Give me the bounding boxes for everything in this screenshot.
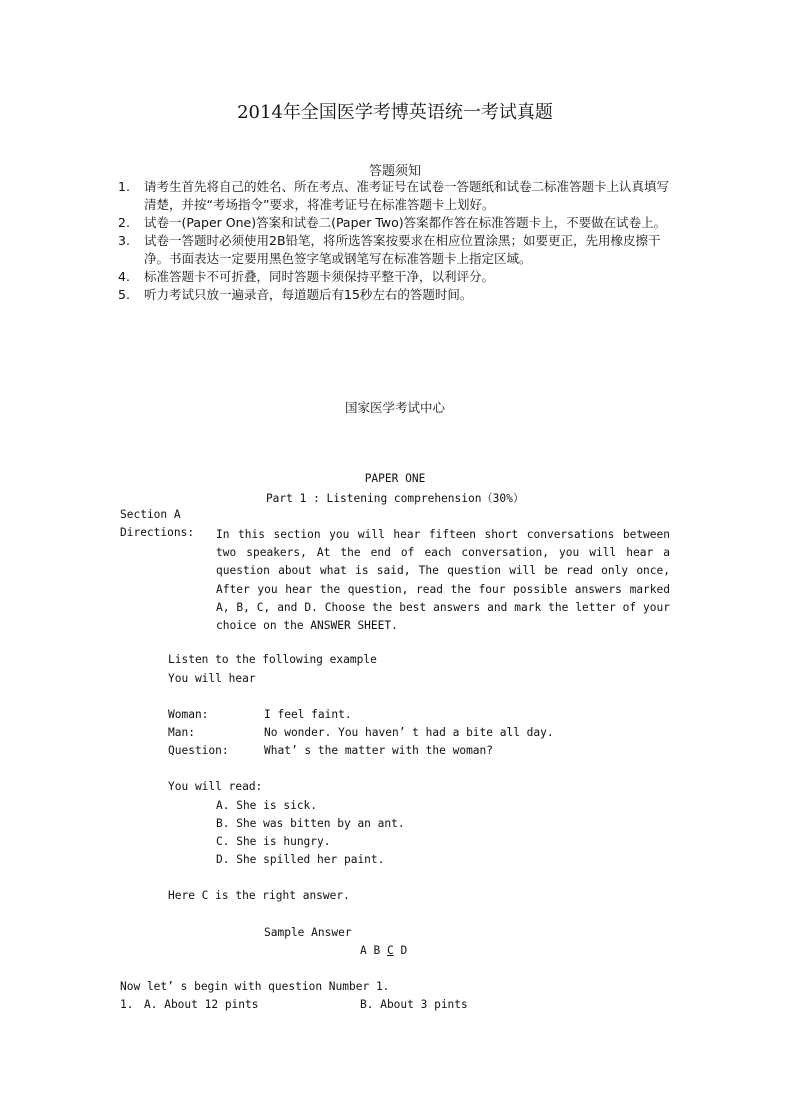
document-title: 2014年全国医学考博英语统一考试真题 bbox=[237, 102, 553, 123]
question-number: 1. bbox=[120, 998, 134, 1011]
part-heading: Part 1 : Listening comprehension（30%） bbox=[265, 492, 525, 505]
notice-title: 答题须知 bbox=[368, 164, 421, 179]
notice-item bbox=[118, 214, 678, 232]
notice-item bbox=[118, 268, 678, 286]
sample-answer-letter: B bbox=[373, 944, 381, 957]
notice-item bbox=[118, 286, 678, 304]
directions-text: In this section you will hear fifteen short conversations between two speakers, At the end of each conversation, you will hear a question about what is said, The question will be read only once, After you hear the question, read the four possible answers marked A, B, C, and D. Choose the best answers and mark the letter of your choice on the ANSWER SHEET. bbox=[216, 528, 670, 633]
sample-answer-letter-marked: C bbox=[387, 944, 394, 957]
directions-label: Directions: bbox=[120, 526, 195, 539]
dialogue-line: I feel faint. bbox=[264, 708, 352, 721]
begin-instruction: Now let’ s begin with question Number 1. bbox=[120, 980, 390, 993]
notice-item-number: 2. bbox=[118, 215, 130, 230]
sample-answer-letter: A bbox=[360, 944, 367, 957]
answer-option: A. She is sick. bbox=[216, 799, 318, 812]
question-option: A. About 12 pints bbox=[144, 998, 259, 1011]
notice-item-number: 4. bbox=[118, 269, 130, 284]
notice-item-text: 试卷一答题时必须使用2B铅笔，将所选答案按要求在相应位置涂黑；如要更正，先用橡皮擦干净。书面表达一定要用黑色签字笔或钢笔写在标准答题卡上指定区域。 bbox=[144, 233, 661, 266]
notice-item bbox=[118, 232, 678, 268]
sample-answer-label: Sample Answer bbox=[264, 926, 352, 939]
notice-item-text: 听力考试只放一遍录音，每道题后有15秒左右的答题时间。 bbox=[144, 287, 473, 302]
right-answer-note: Here C is the right answer. bbox=[168, 889, 350, 902]
sample-answer-letters bbox=[360, 944, 407, 957]
dialogue-speaker: Question: bbox=[168, 744, 229, 757]
sample-answer-letter: D bbox=[400, 944, 408, 957]
dialogue-speaker: Man: bbox=[168, 726, 195, 739]
notice-item bbox=[118, 178, 678, 214]
notice-item-number: 5. bbox=[118, 287, 130, 302]
answer-option: C. She is hungry. bbox=[216, 835, 331, 848]
notice-item-text: 请考生首先将自己的姓名、所在考点、准考证号在试卷一答题纸和试卷二标准答题卡上认真填写清楚，并按“考场指令”要求，将准考证号在标准答题卡上划好。 bbox=[144, 179, 670, 212]
notice-item-text: 标准答题卡不可折叠，同时答题卡须保持平整干净，以利评分。 bbox=[144, 269, 495, 284]
example-intro: Listen to the following example bbox=[168, 653, 377, 666]
paper-heading: PAPER ONE bbox=[364, 472, 426, 485]
question-option: B. About 3 pints bbox=[360, 998, 468, 1011]
you-will-read: You will read: bbox=[168, 780, 263, 793]
section-heading: Section A bbox=[120, 508, 181, 521]
notice-item-number: 3. bbox=[118, 233, 130, 248]
exam-center-name: 国家医学考试中心 bbox=[344, 400, 445, 415]
you-will-hear: You will hear bbox=[168, 672, 256, 685]
answer-option: D. She spilled her paint. bbox=[216, 853, 385, 866]
dialogue-line: No wonder. You haven’ t had a bite all day. bbox=[264, 726, 554, 739]
dialogue-speaker: Woman: bbox=[168, 708, 209, 721]
dialogue-line: What’ s the matter with the woman? bbox=[264, 744, 494, 757]
notice-item-text: 试卷一(Paper One)答案和试卷二(Paper Two)答案都作答在标准答题卡上，不要做在试卷上。 bbox=[144, 215, 667, 230]
notice-item-number: 1. bbox=[118, 179, 130, 194]
notice-list bbox=[118, 178, 678, 304]
answer-option: B. She was bitten by an ant. bbox=[216, 817, 405, 830]
